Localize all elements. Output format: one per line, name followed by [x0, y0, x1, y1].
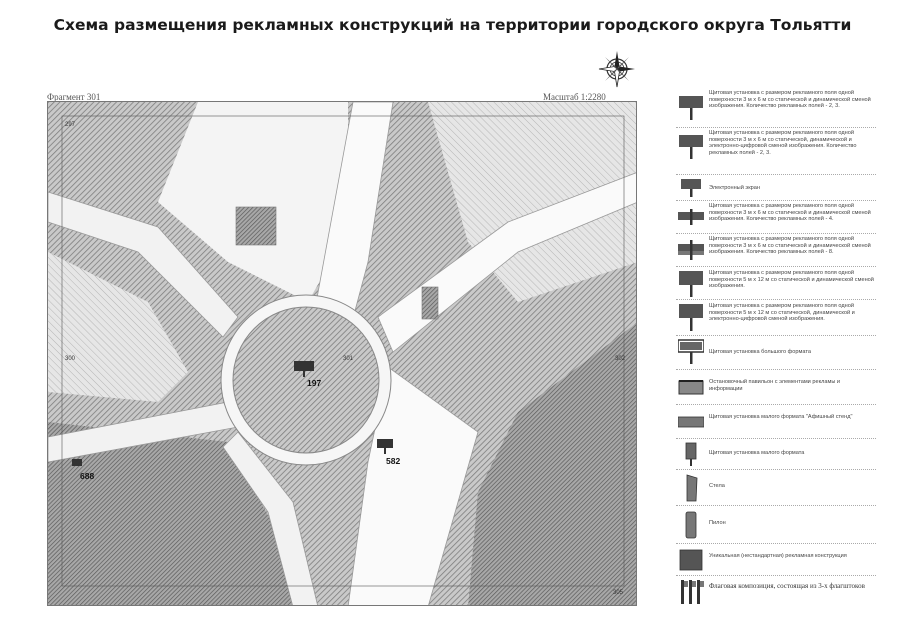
legend-text: Щитовая установка с размером рекламного поля одной поверхности 5 м х 12 м со статической и динамической сменой изображения.: [709, 270, 874, 290]
legend-item: [676, 175, 876, 201]
legend-item: [676, 576, 876, 608]
legend-text: Щитовая установка с размером рекламного поля одной поверхности 5 м х 12 м со статической, динамической и электронно-цифровой сменой изображения.: [709, 303, 855, 323]
legend-item: [676, 90, 876, 128]
grid-label: 305: [613, 590, 624, 596]
legend-item: [676, 506, 876, 544]
legend-text: Щитовая установка с размером рекламного поля одной поверхности 3 м х 6 м со статической и динамической сменой изображения. Количество рекламных полей - 2, 3.: [709, 90, 871, 110]
grid-label: 297: [65, 122, 76, 128]
page-title: Схема размещения рекламных конструкций на территории городского округа Тольятти: [53, 16, 852, 34]
legend-item: [676, 405, 876, 439]
legend-text: Щитовая установка с размером рекламного поля одной поверхности 3 м х 6 м со статической и динамической сменой изображения. Количество рекламных полей - 8.: [709, 236, 871, 256]
small-format-billboard-icon: [678, 442, 704, 468]
billboard-5x12-digital-icon: [678, 303, 704, 333]
electronic-screen-icon: [678, 178, 704, 198]
grid-label: 302: [615, 356, 626, 362]
legend-text: Щитовая установка малого формата: [709, 450, 805, 456]
billboard-3x6-digital-icon: [678, 133, 704, 163]
scale-label: Масштаб 1:2280: [543, 92, 606, 102]
marker-id: 582: [386, 456, 401, 466]
billboard-3x6-static-icon: [678, 94, 704, 122]
legend: [676, 90, 876, 608]
legend-text: Щитовая установка с размером рекламного поля одной поверхности 3 м х 6 м со статической, динамической и электронно-цифровой сменой изображения. Количество рекламных полей - 2, 3.: [709, 130, 857, 156]
legend-item: [676, 267, 876, 300]
legend-text: Стела: [709, 483, 725, 489]
legend-item: [676, 370, 876, 405]
compass-rose-icon: [598, 50, 636, 88]
legend-item: [676, 470, 876, 506]
stela-icon: [678, 473, 704, 503]
legend-text: Щитовая установка с размером рекламного поля одной поверхности 3 м х 6 м со статической и динамической сменой изображения. Количество рекламных полей - 4.: [709, 203, 871, 223]
pavilion-icon: [678, 378, 704, 396]
fence-billboard-icon: [678, 414, 704, 430]
unique-construction-icon: [678, 548, 704, 572]
legend-text: Электронный экран: [709, 185, 760, 191]
legend-text: Уникальная (нестандартная) рекламная конструкция: [709, 553, 847, 559]
legend-text: Остановочный павильон с элементами рекламы и информации: [709, 379, 841, 392]
marker-id: 688: [80, 471, 95, 481]
legend-item: [676, 336, 876, 370]
map-fragment[interactable]: [47, 101, 637, 606]
grid-label: 301: [343, 356, 354, 362]
map-canvas: [48, 102, 637, 606]
legend-item: [676, 300, 876, 336]
legend-text: Пилон: [709, 520, 726, 526]
fragment-label: Фрагмент 301: [47, 92, 101, 102]
roundabout-center: [233, 307, 379, 453]
large-format-billboard-icon: [678, 338, 704, 366]
marker-id: 197: [307, 378, 322, 388]
legend-item: [676, 439, 876, 470]
billboard-5x12-static-icon: [678, 270, 704, 298]
legend-item: [676, 128, 876, 175]
legend-item: [676, 234, 876, 267]
flag-composition-icon: [678, 578, 704, 606]
legend-item: [676, 544, 876, 576]
billboard-3x6-eight-fields-icon: [678, 240, 704, 262]
building: [422, 287, 438, 319]
legend-text: Флаговая композиция, состоящая из 3-х флагштоков: [709, 582, 865, 590]
billboard-3x6-four-fields-icon: [678, 209, 704, 227]
legend-text: Щитовая установка малого формата "Афишный стенд": [709, 414, 853, 420]
building: [236, 207, 276, 245]
legend-text: Щитовая установка большого формата: [709, 349, 811, 355]
grid-label: 300: [65, 356, 76, 362]
legend-item: [676, 201, 876, 234]
pylon-icon: [678, 510, 704, 540]
